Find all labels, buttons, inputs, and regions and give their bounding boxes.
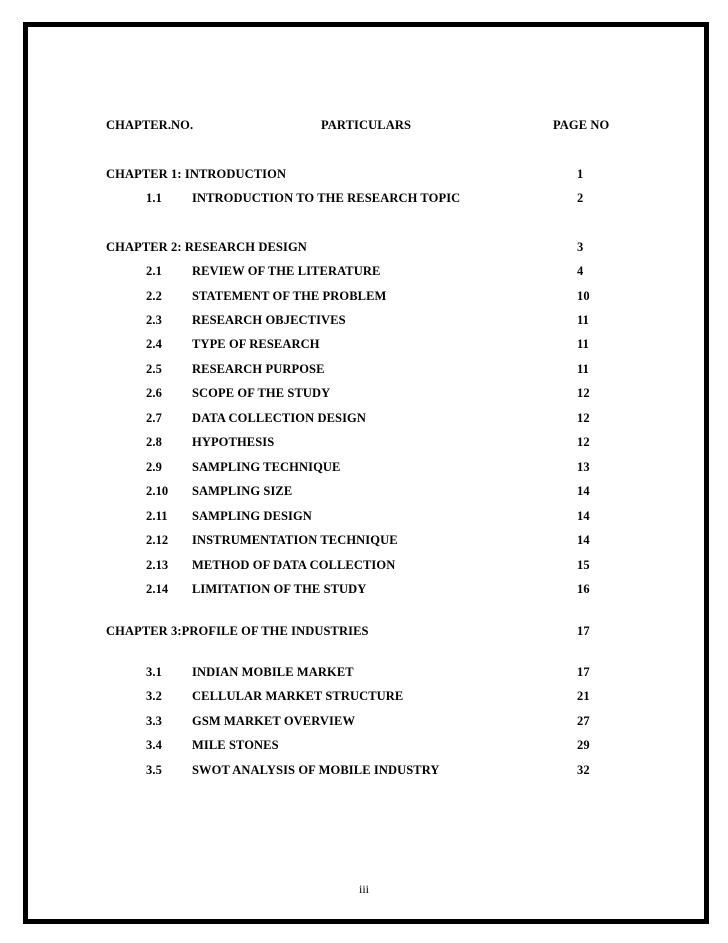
section-page: 12	[577, 386, 590, 400]
section-page: 14	[577, 509, 590, 523]
section-title: STATEMENT OF THE PROBLEM	[192, 289, 387, 303]
page-no-heading: PAGE NO	[553, 118, 610, 132]
section-row	[0, 581, 728, 597]
section-row	[0, 336, 728, 352]
section-number: 2.14	[146, 582, 169, 596]
chapter-row	[0, 623, 728, 639]
section-row	[0, 410, 728, 426]
section-number: 3.3	[146, 714, 162, 728]
section-row	[0, 434, 728, 450]
section-page: 11	[577, 362, 590, 376]
section-title: INTRODUCTION TO THE RESEARCH TOPIC	[192, 191, 461, 205]
section-row	[0, 737, 728, 753]
section-page: 27	[577, 714, 590, 728]
section-page: 32	[577, 763, 590, 777]
section-title: SAMPLING TECHNIQUE	[192, 460, 341, 474]
section-page: 2	[577, 191, 584, 205]
section-row	[0, 263, 728, 279]
section-title: SAMPLING DESIGN	[192, 509, 312, 523]
section-page: 16	[577, 582, 590, 596]
section-row	[0, 312, 728, 328]
section-title: REVIEW OF THE LITERATURE	[192, 264, 381, 278]
section-number: 1.1	[146, 191, 162, 205]
section-number: 2.8	[146, 435, 162, 449]
section-page: 12	[577, 435, 590, 449]
section-row	[0, 483, 728, 499]
chapter-title: CHAPTER 1: INTRODUCTION	[106, 167, 287, 181]
section-row	[0, 385, 728, 401]
section-page: 4	[577, 264, 584, 278]
section-row	[0, 288, 728, 304]
section-title: CELLULAR MARKET STRUCTURE	[192, 689, 404, 703]
section-row	[0, 508, 728, 524]
section-page: 29	[577, 738, 590, 752]
section-title: LIMITATION OF THE STUDY	[192, 582, 367, 596]
section-number: 2.10	[146, 484, 169, 498]
section-number: 2.9	[146, 460, 162, 474]
section-page: 14	[577, 533, 590, 547]
section-page: 13	[577, 460, 590, 474]
section-number: 2.12	[146, 533, 169, 547]
section-number: 2.3	[146, 313, 162, 327]
section-row	[0, 713, 728, 729]
section-title: HYPOTHESIS	[192, 435, 275, 449]
page-folio-number: iii	[358, 882, 369, 896]
section-row	[0, 361, 728, 377]
section-number: 2.7	[146, 411, 162, 425]
section-number: 2.5	[146, 362, 162, 376]
section-title: SAMPLING SIZE	[192, 484, 293, 498]
section-title: MILE STONES	[192, 738, 279, 752]
section-number: 2.6	[146, 386, 162, 400]
section-row	[0, 190, 728, 206]
section-page: 14	[577, 484, 590, 498]
section-number: 2.11	[146, 509, 168, 523]
section-title: INSTRUMENTATION TECHNIQUE	[192, 533, 398, 547]
section-number: 2.2	[146, 289, 162, 303]
section-title: GSM MARKET OVERVIEW	[192, 714, 356, 728]
section-title: INDIAN MOBILE MARKET	[192, 665, 354, 679]
section-row	[0, 688, 728, 704]
chapter-page: 17	[577, 624, 590, 638]
section-number: 2.1	[146, 264, 162, 278]
section-title: TYPE OF RESEARCH	[192, 337, 320, 351]
section-page: 17	[577, 665, 590, 679]
section-number: 2.4	[146, 337, 162, 351]
chapter-row	[0, 239, 728, 255]
section-page: 15	[577, 558, 590, 572]
section-row	[0, 762, 728, 778]
particulars-heading: PARTICULARS	[321, 118, 412, 132]
section-title: RESEARCH OBJECTIVES	[192, 313, 346, 327]
section-page: 21	[577, 689, 590, 703]
section-page: 11	[577, 337, 590, 351]
chapter-no-heading: CHAPTER.NO.	[106, 118, 194, 132]
section-page: 10	[577, 289, 590, 303]
section-number: 2.13	[146, 558, 169, 572]
section-title: SWOT ANALYSIS OF MOBILE INDUSTRY	[192, 763, 440, 777]
section-row	[0, 532, 728, 548]
chapter-page: 1	[577, 167, 584, 181]
toc-header-row	[0, 117, 728, 133]
section-title: RESEARCH PURPOSE	[192, 362, 325, 376]
section-title: METHOD OF DATA COLLECTION	[192, 558, 396, 572]
section-number: 3.4	[146, 738, 162, 752]
chapter-row	[0, 166, 728, 182]
chapter-page: 3	[577, 240, 584, 254]
section-title: SCOPE OF THE STUDY	[192, 386, 331, 400]
section-number: 3.5	[146, 763, 162, 777]
section-row	[0, 557, 728, 573]
section-number: 3.2	[146, 689, 162, 703]
section-number: 3.1	[146, 665, 162, 679]
chapter-title: CHAPTER 3:PROFILE OF THE INDUSTRIES	[106, 624, 369, 638]
section-row	[0, 664, 728, 680]
section-page: 11	[577, 313, 590, 327]
chapter-title: CHAPTER 2: RESEARCH DESIGN	[106, 240, 307, 254]
section-row	[0, 459, 728, 475]
section-page: 12	[577, 411, 590, 425]
section-title: DATA COLLECTION DESIGN	[192, 411, 366, 425]
